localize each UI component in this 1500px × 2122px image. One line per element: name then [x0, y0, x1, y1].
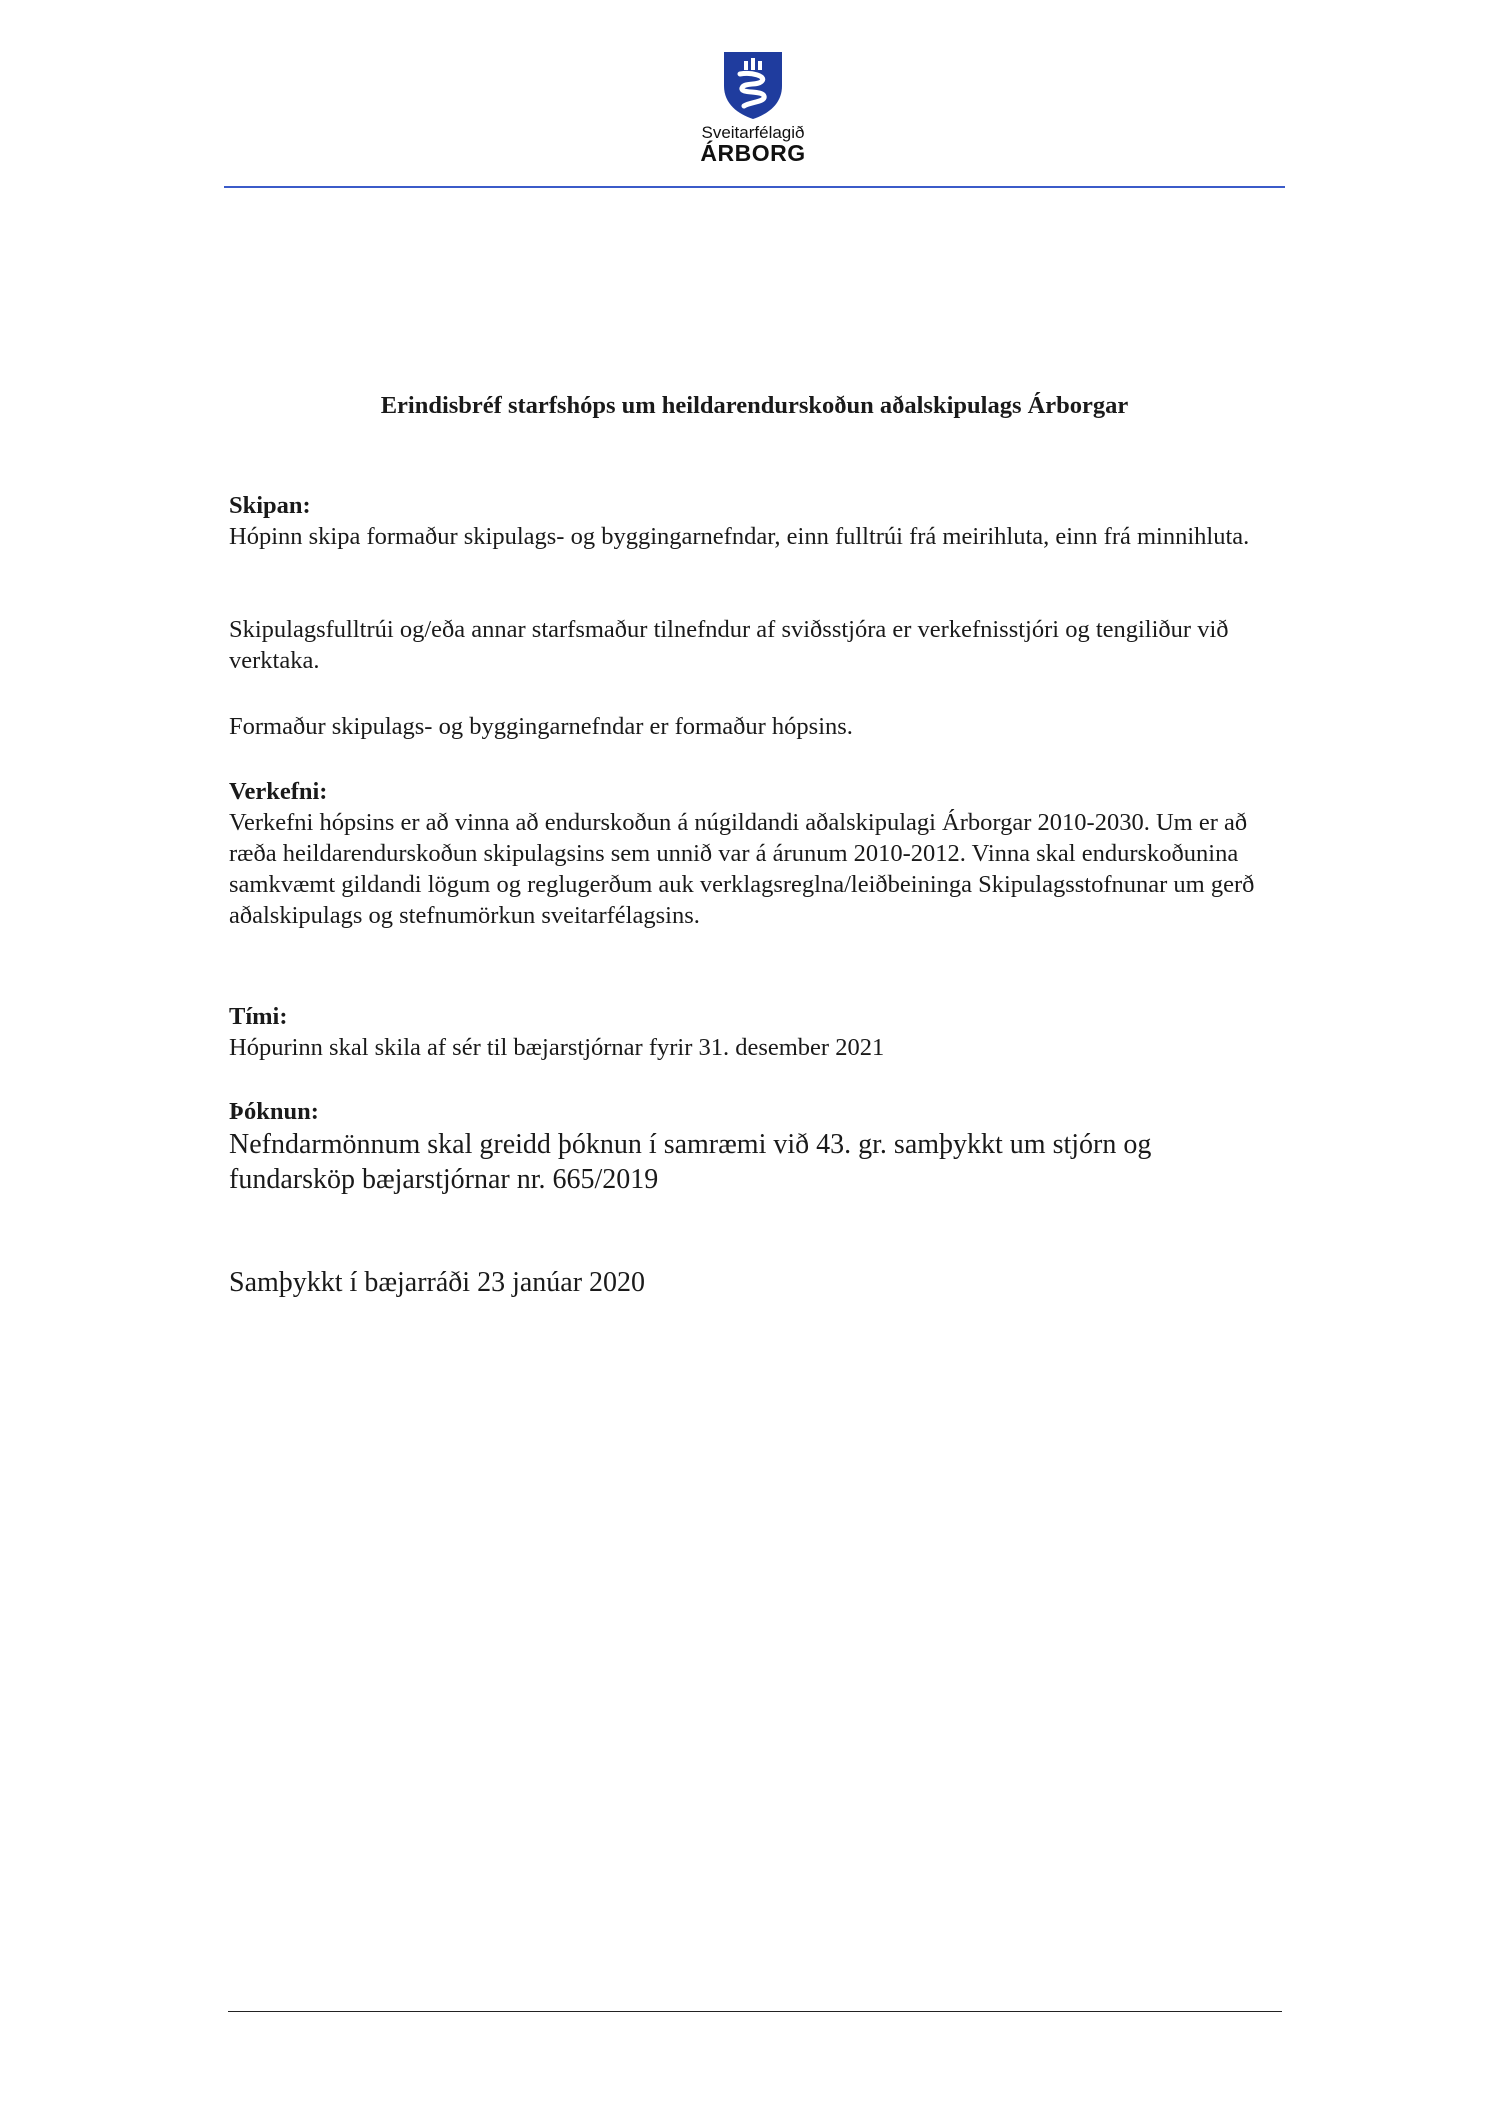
document-title: Erindisbréf starfshóps um heildarendurskoðun aðalskipulags Árborgar: [380, 392, 1129, 419]
section-paragraph: Skipulagsfulltrúi og/eða annar starfsmaður tilnefndur af sviðsstjóra er verkefnisstjóri og tengiliður við verktaka.: [229, 616, 1229, 674]
header-divider: [224, 186, 1285, 188]
section-paragraph: Hópinn skipa formaður skipulags- og byggingarnefndar, einn fulltrúi frá meirihluta, einn frá minnihluta.: [229, 523, 1250, 550]
section-paragraph: Nefndarmönnum skal greidd þóknun í samræmi við 43. gr. samþykkt um stjórn og fundarsköp bæjarstjórnar nr. 665/2019: [229, 1129, 1152, 1195]
section-paragraph: Formaður skipulags- og byggingarnefndar er formaður hópsins.: [229, 713, 853, 740]
section-heading: Tími:: [229, 1003, 288, 1030]
footer-divider: [228, 2011, 1282, 2012]
section-paragraph: Hópurinn skal skila af sér til bæjarstjórnar fyrir 31. desember 2021: [229, 1034, 885, 1061]
section-heading: Verkefni:: [229, 778, 328, 805]
logo-text-municipality: Sveitarfélagið: [701, 123, 805, 142]
section-heading: Þóknun:: [229, 1098, 319, 1125]
section-skipan-paragraph-2: [229, 614, 1279, 676]
arborg-shield-icon: [722, 50, 784, 120]
section-skipan: [229, 490, 1279, 552]
approval-line: Samþykkt í bæjarráði 23 janúar 2020: [229, 1267, 646, 1298]
arborg-logo: [700, 50, 806, 180]
section-skipan-paragraph-3: [229, 711, 1279, 742]
section-heading: Skipan:: [229, 492, 311, 519]
section-thoknun: [229, 1096, 1279, 1197]
section-timi: [229, 1001, 1279, 1063]
section-verkefni: [229, 776, 1279, 931]
section-paragraph: Verkefni hópsins er að vinna að endurskoðun á núgildandi aðalskipulagi Árborgar 2010-2030. Um er að ræða heildarendurskoðun skipulagsins sem unnið var á árunum 2010-2012. Vinna skal endurskoðunina samkvæmt gildandi lögum og reglugerðum auk verklagsreglna/leiðbeininga Skipulagsstofnunar um gerð aðalskipulags og stefnumörkun sveitarfélagsins.: [229, 809, 1255, 929]
logo-text-name: ÁRBORG: [700, 140, 806, 166]
